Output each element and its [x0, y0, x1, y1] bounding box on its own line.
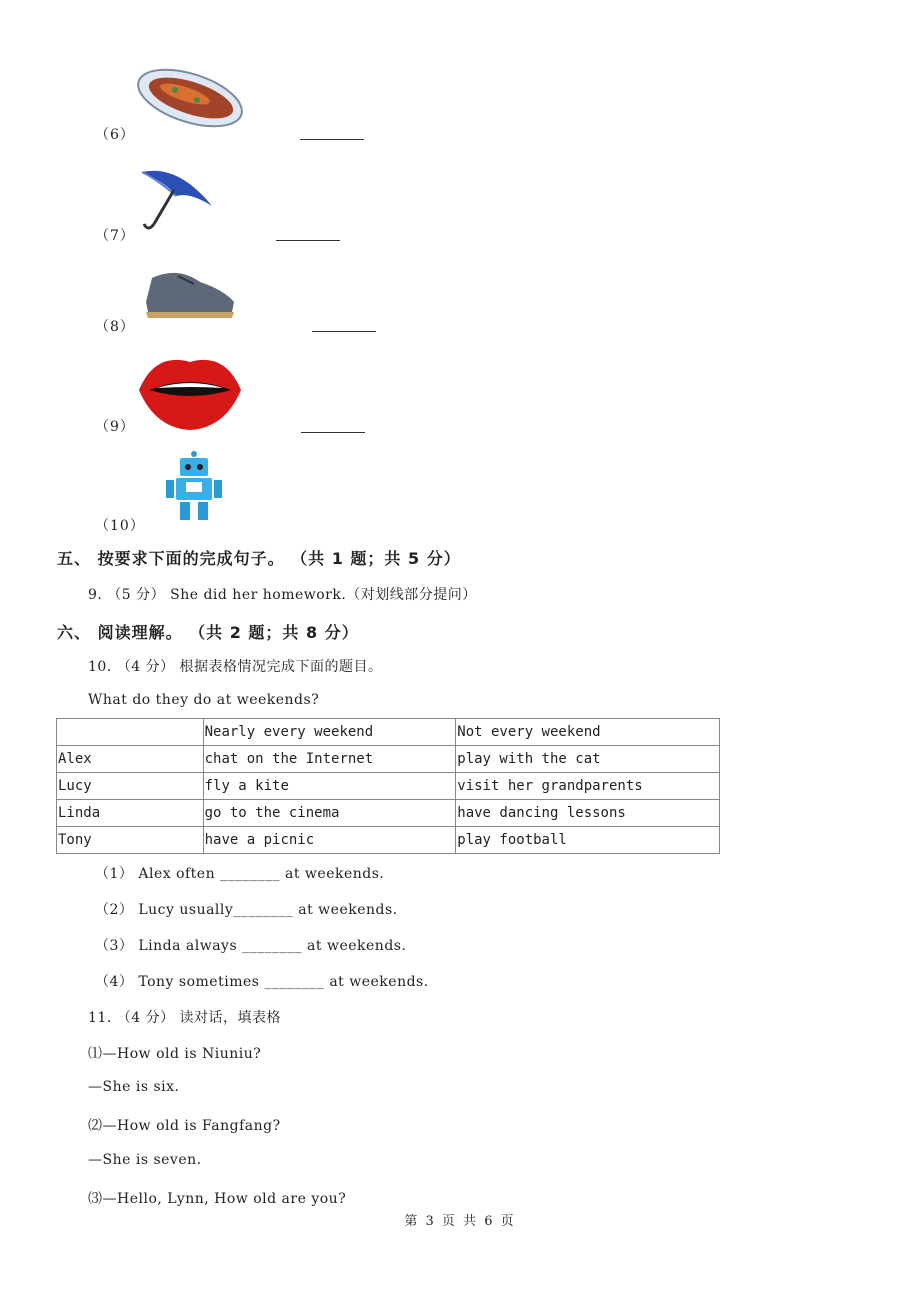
table-row — [57, 773, 720, 800]
item-label: （6） — [95, 127, 135, 143]
question-10-intro: 10. （4 分） 根据表格情况完成下面的题目。 — [88, 659, 383, 675]
answer-blank[interactable] — [312, 330, 376, 332]
table-cell: have a picnic — [203, 827, 456, 854]
fish-dish-icon — [135, 66, 245, 130]
section-heading-5: 五、 按要求下面的完成句子。 （共 1 题；共 5 分） — [57, 549, 461, 568]
table-cell: visit her grandparents — [456, 773, 720, 800]
table-cell: Alex — [57, 746, 204, 773]
weekend-table — [56, 718, 720, 854]
dialog-line: ⑶—Hello, Lynn, How old are you? — [88, 1191, 347, 1207]
mouth-icon — [135, 350, 245, 432]
question-10-item-4: （4） Tony sometimes ________ at weekends. — [95, 974, 429, 990]
table-cell: have dancing lessons — [456, 800, 720, 827]
answer-blank[interactable] — [300, 138, 364, 140]
table-header-cell: Not every weekend — [456, 719, 720, 746]
table-cell: Linda — [57, 800, 204, 827]
table-row — [57, 827, 720, 854]
dialog-line: ⑵—How old is Fangfang? — [88, 1118, 281, 1134]
table-cell: Tony — [57, 827, 204, 854]
question-9: 9. （5 分） She did her homework.（对划线部分提问） — [88, 587, 477, 603]
table-row — [57, 800, 720, 827]
question-11-intro: 11. （4 分） 读对话，填表格 — [88, 1010, 282, 1026]
dialog-line: —She is seven. — [88, 1152, 202, 1168]
question-10-item-2: （2） Lucy usually________ at weekends. — [95, 902, 398, 918]
shoe-icon — [138, 262, 238, 326]
robot-icon — [164, 450, 224, 522]
table-cell: Lucy — [57, 773, 204, 800]
question-10-prompt: What do they do at weekends? — [88, 692, 320, 708]
table-cell: go to the cinema — [203, 800, 456, 827]
item-label: （9） — [95, 419, 135, 435]
item-label: （10） — [95, 518, 145, 534]
section-heading-6: 六、 阅读理解。 （共 2 题；共 8 分） — [57, 623, 359, 642]
page-footer: 第 3 页 共 6 页 — [404, 1214, 516, 1229]
table-header-cell — [57, 719, 204, 746]
umbrella-icon — [138, 166, 220, 234]
answer-blank[interactable] — [301, 431, 365, 433]
table-header-row — [57, 719, 720, 746]
dialog-line: ⑴—How old is Niuniu? — [88, 1046, 262, 1062]
answer-blank[interactable] — [276, 239, 340, 241]
table-cell: fly a kite — [203, 773, 456, 800]
table-cell: chat on the Internet — [203, 746, 456, 773]
table-cell: play with the cat — [456, 746, 720, 773]
table-cell: play football — [456, 827, 720, 854]
table-header-cell: Nearly every weekend — [203, 719, 456, 746]
item-label: （8） — [95, 319, 135, 335]
question-10-item-1: （1） Alex often ________ at weekends. — [95, 866, 385, 882]
item-label: （7） — [95, 228, 135, 244]
dialog-line: —She is six. — [88, 1079, 180, 1095]
table-row — [57, 746, 720, 773]
question-10-item-3: （3） Linda always ________ at weekends. — [95, 938, 407, 954]
